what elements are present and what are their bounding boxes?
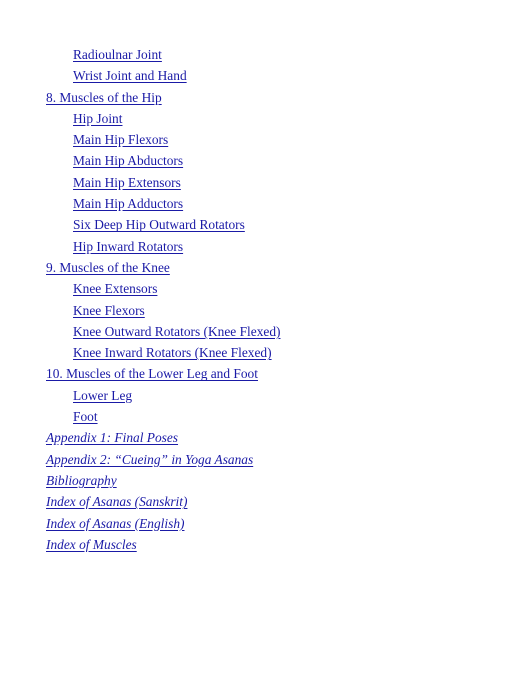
toc-entry — [0, 449, 531, 470]
toc-link[interactable]: Knee Extensors — [73, 281, 158, 297]
toc-link[interactable]: Hip Joint — [73, 110, 123, 126]
toc-link[interactable]: Knee Flexors — [73, 302, 145, 318]
toc-link[interactable]: Index of Asanas (Sanskrit) — [46, 494, 188, 510]
toc-entry — [0, 321, 531, 342]
toc-link[interactable]: Bibliography — [46, 472, 117, 488]
toc-entry — [0, 491, 531, 512]
toc-link[interactable]: 10. Muscles of the Lower Leg and Foot — [46, 366, 258, 382]
toc-entry — [0, 406, 531, 427]
toc-link[interactable]: Hip Inward Rotators — [73, 238, 184, 254]
toc-link[interactable]: Main Hip Abductors — [73, 153, 184, 169]
toc-link[interactable]: 8. Muscles of the Hip — [46, 89, 162, 105]
toc-link[interactable]: Main Hip Extensors — [73, 174, 181, 190]
toc-link[interactable]: Lower Leg — [73, 387, 133, 403]
toc-entry — [0, 300, 531, 321]
toc-entry — [0, 513, 531, 534]
toc-entry — [0, 172, 531, 193]
toc-entry — [0, 87, 531, 108]
toc-entry — [0, 534, 531, 555]
toc-link[interactable]: Appendix 2: “Cueing” in Yoga Asanas — [46, 451, 254, 467]
toc-entry — [0, 108, 531, 129]
toc-entry — [0, 278, 531, 299]
toc-link[interactable]: Knee Outward Rotators (Knee Flexed) — [73, 323, 281, 339]
toc-entry — [0, 150, 531, 171]
toc-entry — [0, 65, 531, 86]
toc-entry — [0, 363, 531, 384]
toc-entry — [0, 129, 531, 150]
toc-entry — [0, 257, 531, 278]
toc-link[interactable]: Main Hip Flexors — [73, 132, 169, 148]
toc-link[interactable]: Wrist Joint and Hand — [73, 68, 187, 84]
toc-link[interactable]: Knee Inward Rotators (Knee Flexed) — [73, 345, 272, 361]
toc-entry — [0, 44, 531, 65]
toc-entry — [0, 193, 531, 214]
toc-link[interactable]: Main Hip Adductors — [73, 196, 184, 212]
table-of-contents — [0, 44, 531, 555]
toc-link[interactable]: Index of Asanas (English) — [46, 515, 185, 531]
toc-entry — [0, 214, 531, 235]
toc-link[interactable]: Radioulnar Joint — [73, 47, 162, 62]
toc-entry — [0, 470, 531, 491]
toc-entry — [0, 236, 531, 257]
toc-link[interactable]: Appendix 1: Final Poses — [46, 430, 179, 446]
toc-link[interactable]: Index of Muscles — [46, 536, 137, 552]
toc-entry — [0, 427, 531, 448]
toc-link[interactable]: 9. Muscles of the Knee — [46, 259, 170, 275]
toc-link[interactable]: Foot — [73, 409, 98, 425]
toc-link[interactable]: Six Deep Hip Outward Rotators — [73, 217, 245, 233]
toc-entry — [0, 385, 531, 406]
toc-entry — [0, 342, 531, 363]
